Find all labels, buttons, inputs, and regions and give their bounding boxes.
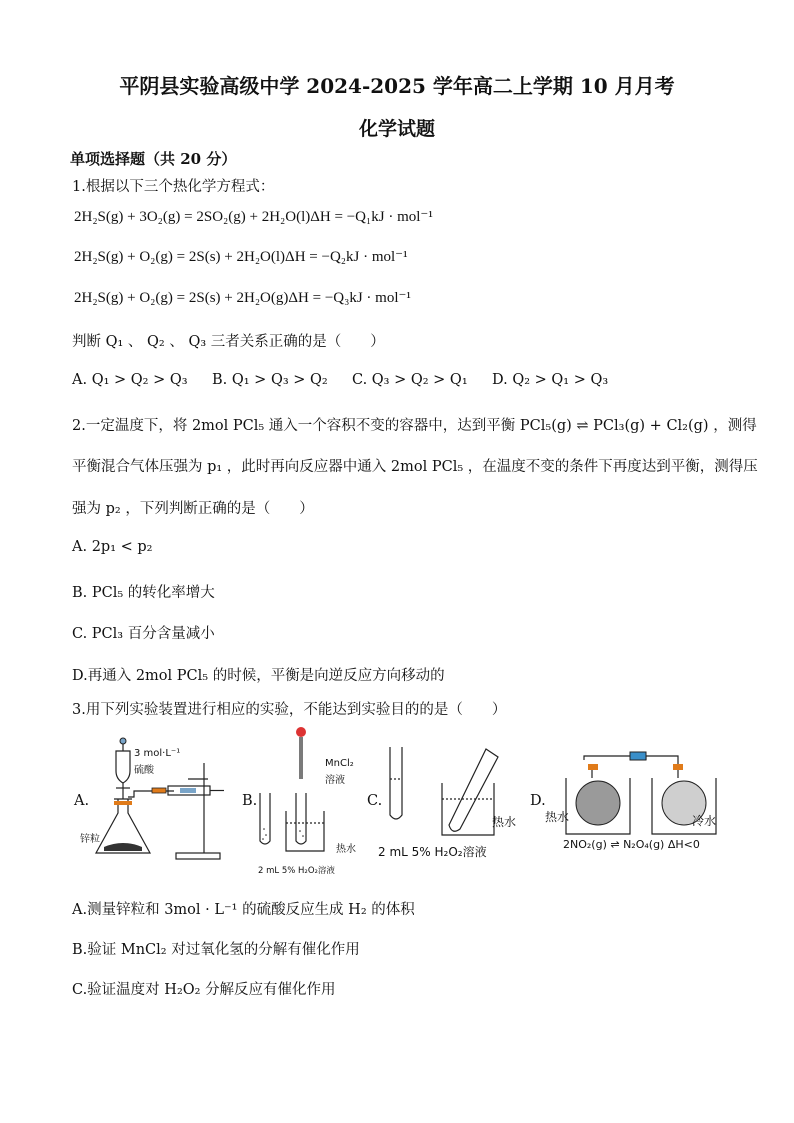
q2-option-c: C. PCl₃ 百分含量减小 bbox=[72, 626, 215, 642]
q2-option-b: B. PCl₅ 的转化率增大 bbox=[72, 585, 215, 601]
fig-d-hot-water: 热水 bbox=[545, 810, 570, 824]
fig-b-hot-water: 热水 bbox=[336, 844, 356, 855]
q1-stem: 1.根据以下三个热化学方程式： bbox=[72, 179, 275, 195]
q1-equation-2: 2H₂S(g) + O₂(g) = 2S(s) + 2H₂O(l)ΔH = −Q₂kJ · mol⁻¹ bbox=[74, 249, 408, 265]
page-title: 平阴县实验高级中学 2024-2025 学年高二上学期 10 月月考 bbox=[119, 74, 675, 98]
fig-c-solution-label: 2 mL 5% H₂O₂溶液 bbox=[378, 845, 487, 859]
fig-d-reaction: 2NO₂(g) ⇌ N₂O₄(g) ΔH<0 bbox=[563, 838, 700, 851]
q2-option-d: D.再通入 2mol PCl₅ 的时候，平衡是向逆反应方向移动的 bbox=[72, 668, 445, 684]
q2-line-2: 平衡混合气体压强为 p₁ ，此时再向反应器中通入 2mol PCl₅ ，在温度不变的条件下再度达到平衡，测得压 bbox=[72, 459, 758, 475]
q3-option-b: B.验证 MnCl₂ 对过氧化氢的分解有催化作用 bbox=[72, 942, 360, 958]
q1-question: 判断 Q₁ 、 Q₂ 、 Q₃ 三者关系正确的是（ ） bbox=[72, 334, 385, 350]
q2-line-1: 2.一定温度下，将 2mol PCl₅ 通入一个容积不变的容器中，达到平衡 PCl₅(g) ⇌ PCl₃(g) + Cl₂(g) ，测得 bbox=[72, 418, 757, 434]
fig-a-acid-concentration: 3 mol·L⁻¹ bbox=[134, 748, 181, 759]
fig-b-reagent: MnCl₂ bbox=[325, 758, 354, 769]
fig-c-hot-water: 热水 bbox=[492, 815, 517, 829]
fig-a-zinc-label: 锌粒 bbox=[80, 834, 100, 845]
fig-letter-d: D. bbox=[530, 793, 546, 809]
fig-letter-a: A. bbox=[74, 793, 90, 809]
q1-option-c: C. Q₃ > Q₂ > Q₁ bbox=[352, 372, 468, 388]
fig-b-solution-label: 2 mL 5% H₂O₂溶液 bbox=[258, 866, 335, 876]
q1-equation-3: 2H₂S(g) + O₂(g) = 2S(s) + 2H₂O(g)ΔH = −Q₃kJ · mol⁻¹ bbox=[74, 290, 411, 306]
q1-option-d: D. Q₂ > Q₁ > Q₃ bbox=[492, 372, 609, 388]
fig-letter-c: C. bbox=[367, 793, 383, 809]
q3-stem: 3.用下列实验装置进行相应的实验，不能达到实验目的的是（ ） bbox=[72, 702, 507, 718]
fig-letter-b: B. bbox=[242, 793, 258, 809]
section-heading: 单项选择题（共 20 分） bbox=[70, 150, 237, 168]
fig-b-reagent-solution: 溶液 bbox=[325, 775, 345, 786]
page-subtitle: 化学试题 bbox=[358, 118, 435, 140]
q1-equation-1: 2H₂S(g) + 3O₂(g) = 2SO₂(g) + 2H₂O(l)ΔH = −Q₁kJ · mol⁻¹ bbox=[74, 209, 433, 225]
q2-option-a: A. 2p₁ < p₂ bbox=[72, 539, 153, 555]
q1-option-b: B. Q₁ > Q₃ > Q₂ bbox=[212, 372, 328, 388]
fig-d-cold-water: 冷水 bbox=[692, 814, 717, 828]
q2-line-3: 强为 p₂ ，下列判断正确的是（ ） bbox=[72, 501, 314, 517]
q1-option-a: A. Q₁ > Q₂ > Q₃ bbox=[72, 372, 188, 388]
q3-option-a: A.测量锌粒和 3mol · L⁻¹ 的硫酸反应生成 H₂ 的体积 bbox=[72, 902, 415, 918]
fig-a-acid-name: 硫酸 bbox=[134, 765, 154, 776]
q3-option-c: C.验证温度对 H₂O₂ 分解反应有催化作用 bbox=[72, 982, 336, 998]
